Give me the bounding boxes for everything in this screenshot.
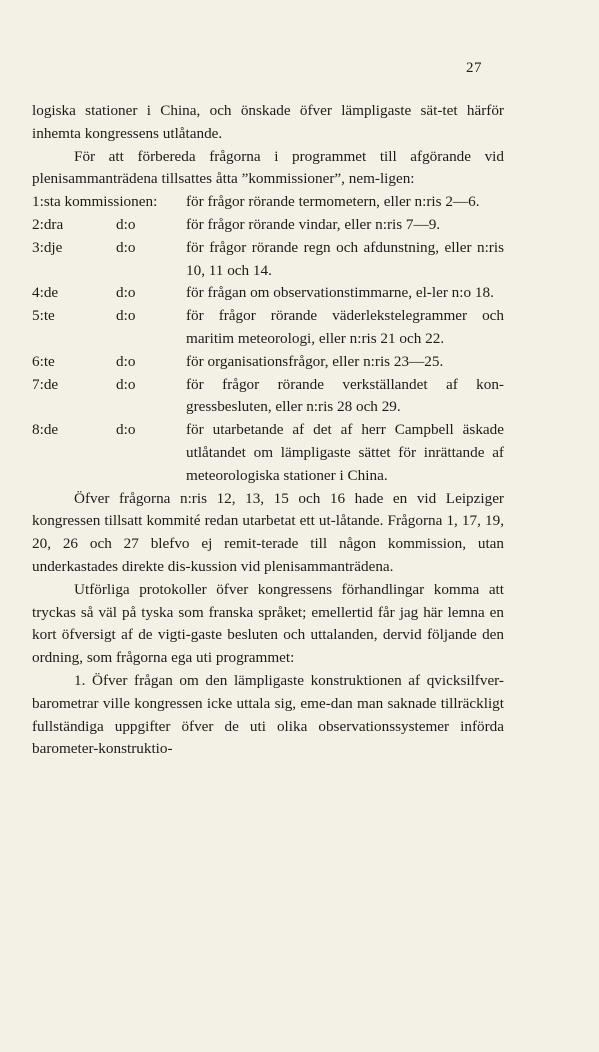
commission-ordinal: 7:de bbox=[32, 375, 59, 393]
intro-paragraph-2: För att förbereda frågorna i programmet till afgörande vid plenisammanträdena tillsattes åtta ”kommissioner”, nem-ligen: bbox=[32, 147, 504, 188]
commission-entry bbox=[32, 191, 504, 214]
commission-entry bbox=[32, 374, 504, 420]
commission-description: för utarbetande af det af herr Campbell äskade utlåtandet om lämpligaste sättet för inrättande af meteorologiska stationer i China. bbox=[186, 421, 504, 484]
commission-description: för frågor rörande väderlekstelegrammer och maritim meteorologi, eller n:ris 21 och 22. bbox=[186, 307, 504, 347]
commission-ordinal: 8:de bbox=[32, 421, 59, 439]
commission-description: för frågor rörande vindar, eller n:ris 7—9. bbox=[186, 215, 441, 233]
commission-ditto: d:o bbox=[116, 375, 136, 393]
commission-list bbox=[32, 191, 504, 487]
commission-entry bbox=[32, 282, 504, 305]
commission-ordinal: 1:sta kommissionen: bbox=[32, 193, 158, 211]
intro-paragraph-1: logiska stationer i China, och önskade öfver lämpligaste sät-tet härför inhemta kongressens utlåtande. bbox=[32, 102, 504, 142]
commission-description: för frågan om observationstimmarne, el-ler n:o 18. bbox=[186, 284, 494, 302]
commission-ditto: d:o bbox=[116, 215, 136, 233]
commission-description: för frågor rörande regn och afdunstning, eller n:ris 10, 11 och 14. bbox=[186, 238, 504, 279]
commission-entry bbox=[32, 305, 504, 351]
commission-entry bbox=[32, 237, 504, 283]
commission-ditto: d:o bbox=[116, 238, 136, 256]
commission-description: för frågor rörande termometern, eller n:ris 2—6. bbox=[186, 193, 480, 211]
commission-ordinal: 5:te bbox=[32, 307, 55, 325]
page-text bbox=[32, 100, 504, 761]
commission-ordinal: 4:de bbox=[32, 284, 59, 302]
commission-entry bbox=[32, 419, 504, 487]
commission-entry bbox=[32, 351, 504, 374]
body-paragraph-3: Öfver frågorna n:ris 12, 13, 15 och 16 hade en vid Leipziger kongressen tillsatt kommité redan utarbetat ett ut-låtande. Frågorna 1, 17, 19, 20, 26 och 27 blefvo ej remit-terade till någon kommission, utan underkastades direkte dis-kussion vid plenisammanträdena. bbox=[32, 489, 504, 575]
commission-ditto: d:o bbox=[116, 284, 136, 302]
commission-description: för frågor rörande verkställandet af kon-gressbesluten, eller n:ris 28 och 29. bbox=[186, 375, 504, 416]
commission-ditto: d:o bbox=[116, 307, 136, 325]
page-number: 27 bbox=[466, 60, 482, 76]
commission-ordinal: 2:dra bbox=[32, 215, 64, 233]
commission-ditto: d:o bbox=[116, 421, 136, 439]
numbered-item-1: 1. Öfver frågan om den lämpligaste konstruktionen af qvicksilfver-barometrar ville kongressen icke uttala sig, eme-dan man saknade tillräckligt fullständiga uppgifter öfver de uti olika observationssystemer införda barometer-konstruktio- bbox=[32, 671, 504, 758]
commission-description: för organisationsfrågor, eller n:ris 23—25. bbox=[186, 352, 444, 370]
commission-entry bbox=[32, 214, 504, 237]
commission-ditto: d:o bbox=[116, 352, 136, 370]
commission-ordinal: 6:te bbox=[32, 352, 55, 370]
commission-ordinal: 3:dje bbox=[32, 238, 63, 256]
body-paragraph-4: Utförliga protokoller öfver kongressens förhandlingar komma att tryckas så väl på tyska som franska språket; emellertid får jag här lemna en kort öfversigt af de vigti-gaste besluten och uttalanden, dervid följande den ordning, som frågorna ega uti programmet: bbox=[32, 580, 504, 667]
